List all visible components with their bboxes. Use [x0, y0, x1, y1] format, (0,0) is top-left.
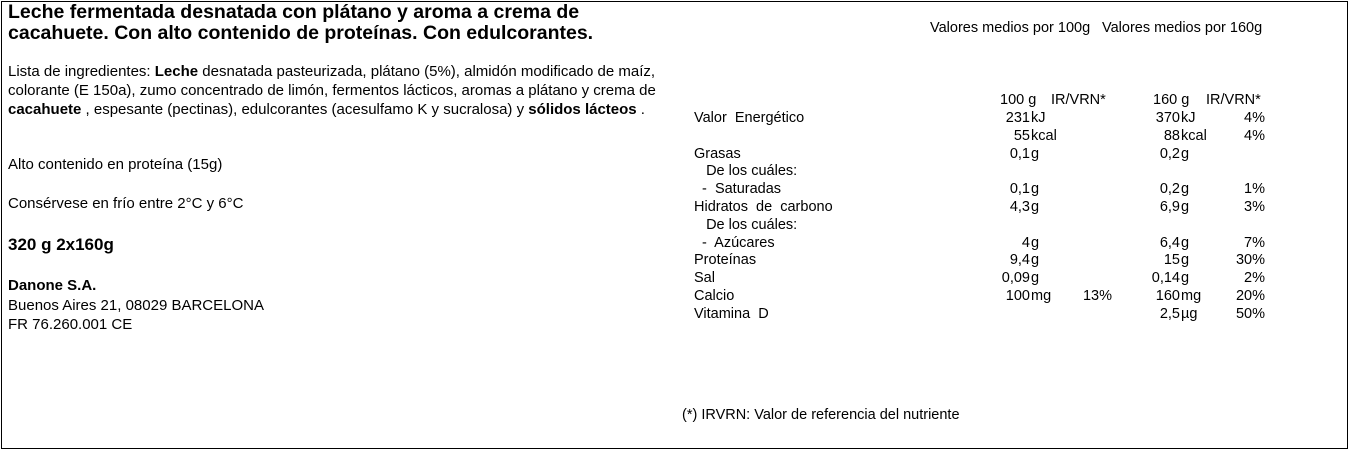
nutrition-row [0, 180, 1349, 198]
nutrition-cell-v160: 15 [1163, 252, 1180, 269]
nutrition-row [0, 305, 1349, 323]
nutrition-row [0, 109, 1349, 127]
subheader-100g: 100 g [1000, 92, 1037, 108]
nutrition-cell-v160: 88 [1163, 127, 1180, 144]
ingredients-text-1: desnatada pasteurizada, plátano (5%), almidón modificado de maíz, colorante (E 150a), zumo concentrado de limón, fermentos lácticos, aromas a plátano y crema de [8, 63, 656, 99]
nutrition-cell-v160: 0,2 [1159, 145, 1180, 162]
nutrition-cell-ir160: 30% [1235, 252, 1265, 269]
nutrition-cell-u100: g [1031, 145, 1040, 162]
nutrition-cell-v100: 0,1 [1009, 181, 1030, 198]
nutrition-cell-u100: kJ [1031, 110, 1046, 126]
nutrition-cell-v160: 6,4 [1159, 234, 1180, 251]
nutrition-cell-v100: 4,3 [1009, 199, 1030, 215]
nutrition-cell-u160: g [1181, 234, 1190, 251]
nutrition-row [0, 251, 1349, 269]
nutrition-cell-u160: mg [1181, 288, 1202, 304]
nutrition-cell-label: Sal [694, 270, 715, 287]
nutrition-cell-v160: 0,14 [1151, 270, 1180, 287]
nutrition-cell-v160: 2,5 [1159, 305, 1180, 322]
nutrition-cell-u100: g [1031, 181, 1040, 198]
manufacturer-code: FR 76.260.001 CE [8, 316, 133, 333]
nutrition-cell-label: - Azúcares [694, 234, 775, 251]
column-header-160g: Valores medios por 160g [1102, 20, 1263, 36]
nutrition-cell-v100: 4 [1021, 234, 1030, 251]
nutrition-cell-ir160: 3% [1244, 199, 1265, 215]
nutrition-cell-v100: 9,4 [1009, 252, 1030, 269]
nutrition-cell-label: De los cuáles: [694, 163, 798, 180]
nutrition-row [0, 269, 1349, 287]
nutrition-cell-u160: kJ [1181, 110, 1196, 126]
manufacturer-name: Danone S.A. [8, 277, 97, 294]
nutrition-row [0, 127, 1349, 145]
subheader-160g: 160 g [1153, 92, 1190, 108]
nutrition-cell-u160: g [1181, 199, 1190, 215]
nutrition-cell-u160: µg [1181, 305, 1198, 322]
nutrition-cell-v100: 100 [1005, 288, 1030, 304]
nutrition-cell-label: - Saturadas [694, 181, 782, 198]
ingredients-lead: Lista de ingredientes: [8, 63, 155, 80]
nutrition-cell-v100: 0,1 [1009, 145, 1030, 162]
manufacturer-address: Buenos Aires 21, 08029 BARCELONA [8, 296, 264, 314]
ingredients-text-3: . [636, 101, 645, 118]
allergen-milk-solids: sólidos lácteos [528, 101, 637, 118]
nutrition-cell-u160: g [1181, 252, 1190, 269]
nutrition-cell-label: Calcio [694, 288, 735, 304]
nutrition-cell-v160: 6,9 [1159, 199, 1180, 215]
nutrition-cell-label: De los cuáles: [694, 216, 798, 233]
nutrition-cell-u100: kcal [1031, 127, 1057, 144]
nutrition-cell-label: Vitamina D [694, 305, 769, 322]
nutrition-row [0, 198, 1349, 216]
nutrition-cell-label: Grasas [694, 145, 741, 162]
nutrition-cell-ir100: 13% [1082, 288, 1112, 304]
nutrition-cell-u100: mg [1031, 288, 1052, 304]
allergen-peanut: cacahuete [8, 101, 82, 118]
nutrition-cell-label: Proteínas [694, 252, 757, 269]
nutrition-cell-v100: 231 [1005, 110, 1030, 126]
nutrition-cell-u160: kcal [1181, 127, 1207, 144]
storage-instructions: Consérvese en frío entre 2°C y 6°C [8, 195, 244, 212]
nutrition-cell-ir160: 2% [1244, 270, 1265, 287]
footnote: (*) IRVRN: Valor de referencia del nutriente [682, 407, 960, 423]
nutrition-row [0, 287, 1349, 305]
nutrition-cell-v100: 55 [1013, 127, 1030, 144]
nutrition-cell-u160: g [1181, 181, 1190, 198]
ingredients-text-2: , espesante (pectinas), edulcorantes (acesulfamo K y sucralosa) y [81, 101, 529, 118]
nutrition-row [0, 234, 1349, 252]
net-weight: 320 g 2x160g [8, 235, 114, 254]
nutrition-cell-ir160: 50% [1235, 305, 1265, 322]
nutrition-row [0, 162, 1349, 180]
subheader-ir-160g: IR/VRN* [1206, 92, 1261, 108]
nutrition-cell-u100: g [1031, 234, 1040, 251]
nutrition-cell-ir160: 1% [1244, 181, 1265, 198]
nutrition-cell-ir160: 20% [1235, 288, 1265, 304]
nutrition-cell-label: Hidratos de carbono [694, 199, 833, 215]
nutrition-cell-u100: g [1031, 199, 1040, 215]
nutrition-cell-ir160: 4% [1244, 110, 1265, 126]
allergen-milk: Leche [154, 63, 199, 80]
nutrition-cell-label: Valor Energético [694, 110, 805, 126]
nutrition-cell-u160: g [1181, 145, 1190, 162]
nutrition-cell-ir160: 4% [1244, 127, 1265, 144]
nutrition-cell-v100: 0,09 [1001, 270, 1030, 287]
nutrition-cell-v160: 160 [1155, 288, 1180, 304]
nutrition-cell-u100: g [1031, 252, 1040, 269]
nutrition-cell-ir160: 7% [1244, 234, 1265, 251]
product-title: Leche fermentada desnatada con plátano y aroma a crema de cacahuete. Con alto contenido de proteínas. Con edulcorantes. [8, 1, 594, 44]
subheader-row [0, 91, 1349, 109]
column-header-100g: Valores medios por 100g [930, 20, 1091, 36]
nutrition-cell-u160: g [1181, 270, 1190, 287]
subheader-ir-100g: IR/VRN* [1051, 92, 1106, 108]
nutrition-row [0, 145, 1349, 163]
protein-claim: Alto contenido en proteína (15g) [8, 156, 223, 173]
nutrition-cell-v160: 370 [1155, 110, 1180, 126]
nutrition-row [0, 216, 1349, 234]
nutrition-cell-v160: 0,2 [1159, 181, 1180, 198]
nutrition-cell-u100: g [1031, 270, 1040, 287]
